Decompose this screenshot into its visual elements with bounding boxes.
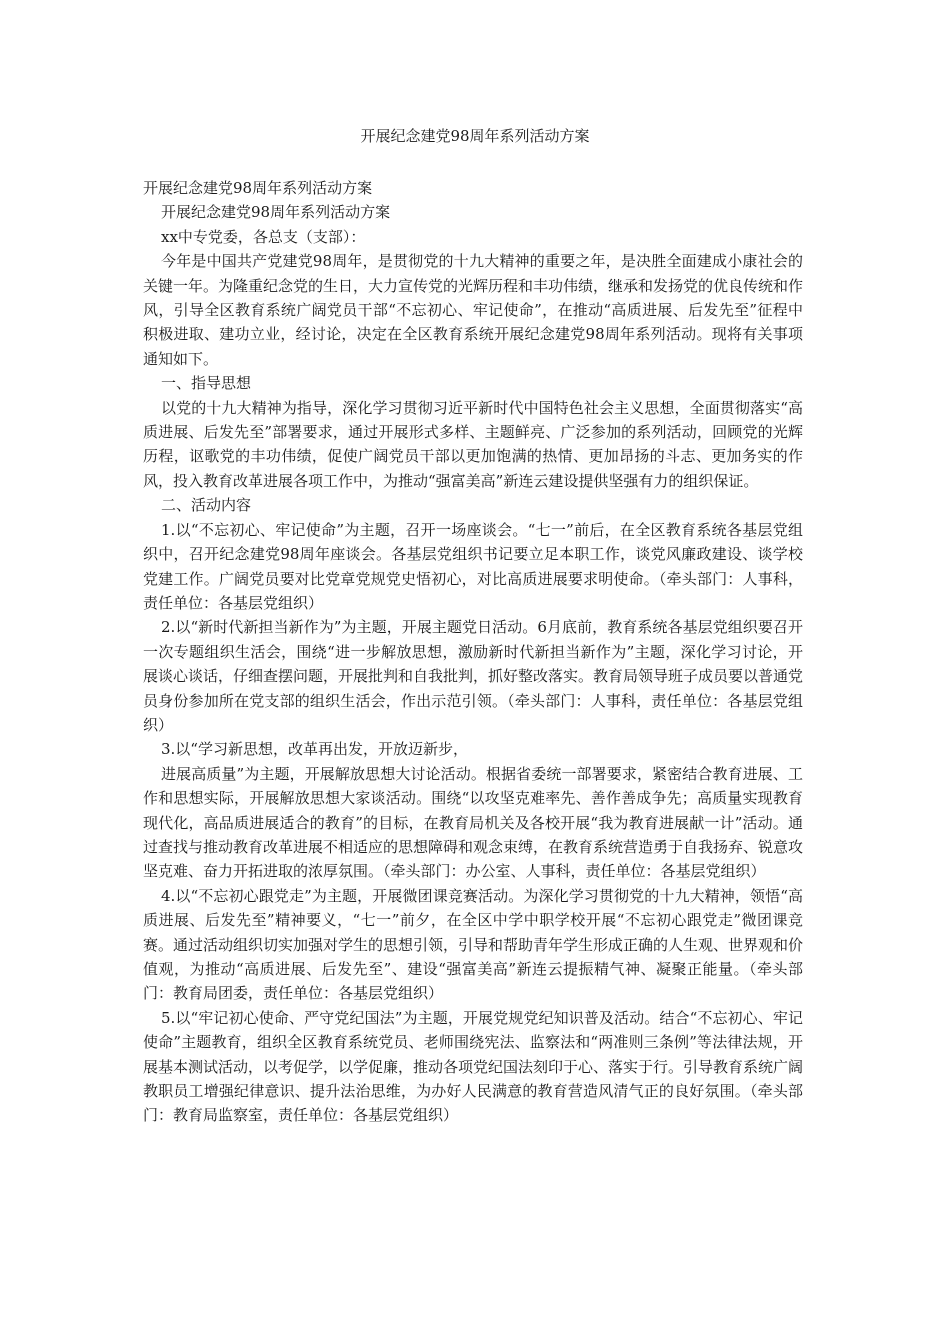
paragraph-item-1: 1.以“不忘初心、牢记使命”为主题，召开一场座谈会。“七一”前后，在全区教育系统各基层党组织中，召开纪念建党98周年座谈会。各基层党组织书记要立足本职工作，谈党风廉政建设、谈学校党建工作。广阔党员要对比党章党规党史悟初心，对比高质进展要求明使命。（牵头部门：人事科，责任单位：各基层党组织） xyxy=(143,520,803,612)
paragraph-item-3-body: 进展高质量”为主题，开展解放思想大讨论活动。根据省委统一部署要求，紧密结合教育进展、工作和思想实际，开展解放思想大家谈活动。围绕“以攻坚克难率先、善作善成争先；高质量实现教育现代化，高品质进展适合的教育”的目标，在教育局机关及各校开展“我为教育进展献一计”活动。通过查找与推动教育改革进展不相适应的思想障碍和观念束缚，在教育系统营造勇于自我扬弃、锐意攻坚克难、奋力开拓进取的浓厚氛围。（牵头部门：办公室、人事科，责任单位：各基层党组织） xyxy=(143,764,804,881)
paragraph-heading-repeat: 开展纪念建党98周年系列活动方案 xyxy=(143,179,373,197)
paragraph-guiding-ideology: 以党的十九大精神为指导，深化学习贯彻习近平新时代中国特色社会主义思想，全面贯彻落实“高质进展、后发先至”部署要求，通过开展形式多样、主题鲜亮、广泛参加的系列活动，回顾党的光辉历程，讴歌党的丰功伟绩，促使广阔党员干部以更加饱满的热情、更加昂扬的斗志、更加务实的作风，投入教育改革进展各项工作中，为推动“强富美高”新连云建设提供坚强有力的组织保证。 xyxy=(143,398,803,490)
section-heading-activity-content: 二、活动内容 xyxy=(161,496,252,515)
section-heading-guiding-ideology: 一、指导思想 xyxy=(161,374,252,393)
paragraph-subtitle: 开展纪念建党98周年系列活动方案 xyxy=(161,203,391,222)
document-body xyxy=(143,176,803,1128)
document-title: 开展纪念建党98周年系列活动方案 xyxy=(360,127,590,145)
paragraph-item-3-head: 3.以“学习新思想，改革再出发，开放迈新步， xyxy=(161,740,468,759)
paragraph-intro: 今年是中国共产党建党98周年，是贯彻党的十九大精神的重要之年，是决胜全面建成小康社会的关键一年。为隆重纪念党的生日，大力宣传党的光辉历程和丰功伟绩，继承和发扬党的优良传统和作风，引导全区教育系统广阔党员干部“不忘初心、牢记使命”，在推动“高质进展、后发先至”征程中积极进取、建功立业，经讨论，决定在全区教育系统开展纪念建党98周年系列活动。现将有关事项通知如下。 xyxy=(143,252,804,368)
paragraph-salutation: xx中专党委，各总支（支部）： xyxy=(161,227,366,246)
paragraph-item-2: 2.以“新时代新担当新作为”为主题，开展主题党日活动。6月底前，教育系统各基层党组织要召开一次专题组织生活会，围绕“进一步解放思想，激励新时代新担当新作为”主题，深化学习讨论，开展谈心谈话，仔细查摆问题，开展批判和自我批判，抓好整改落实。教育局领导班子成员要以普通党员身份参加所在党支部的组织生活会，作出示范引领。（牵头部门：人事科，责任单位：各基层党组织） xyxy=(143,618,804,734)
paragraph-item-4: 4.以“不忘初心跟党走”为主题，开展微团课竞赛活动。为深化学习贯彻党的十九大精神，领悟“高质进展、后发先至”精神要义，“七一”前夕，在全区中学中职学校开展“不忘初心跟党走”微团课竞赛。通过活动组织切实加强对学生的思想引领，引导和帮助青年学生形成正确的人生观、世界观和价值观，为推动“高质进展、后发先至”、建设“强富美高”新连云提振精气神、凝聚正能量。（牵头部门：教育局团委，责任单位：各基层党组织） xyxy=(143,886,804,1003)
paragraph-item-5: 5.以“牢记初心使命、严守党纪国法”为主题，开展党规党纪知识普及活动。结合“不忘初心、牢记使命”主题教育，组织全区教育系统党员、老师围绕宪法、监察法和“两准则三条例”等法律法规，开展基本测试活动，以考促学，以学促廉，推动各项党纪国法刻印于心、落实于行。引导教育系统广阔教职员工增强纪律意识、提升法治思维，为办好人民满意的教育营造风清气正的良好氛围。（牵头部门：教育局监察室，责任单位：各基层党组织） xyxy=(143,1008,804,1125)
